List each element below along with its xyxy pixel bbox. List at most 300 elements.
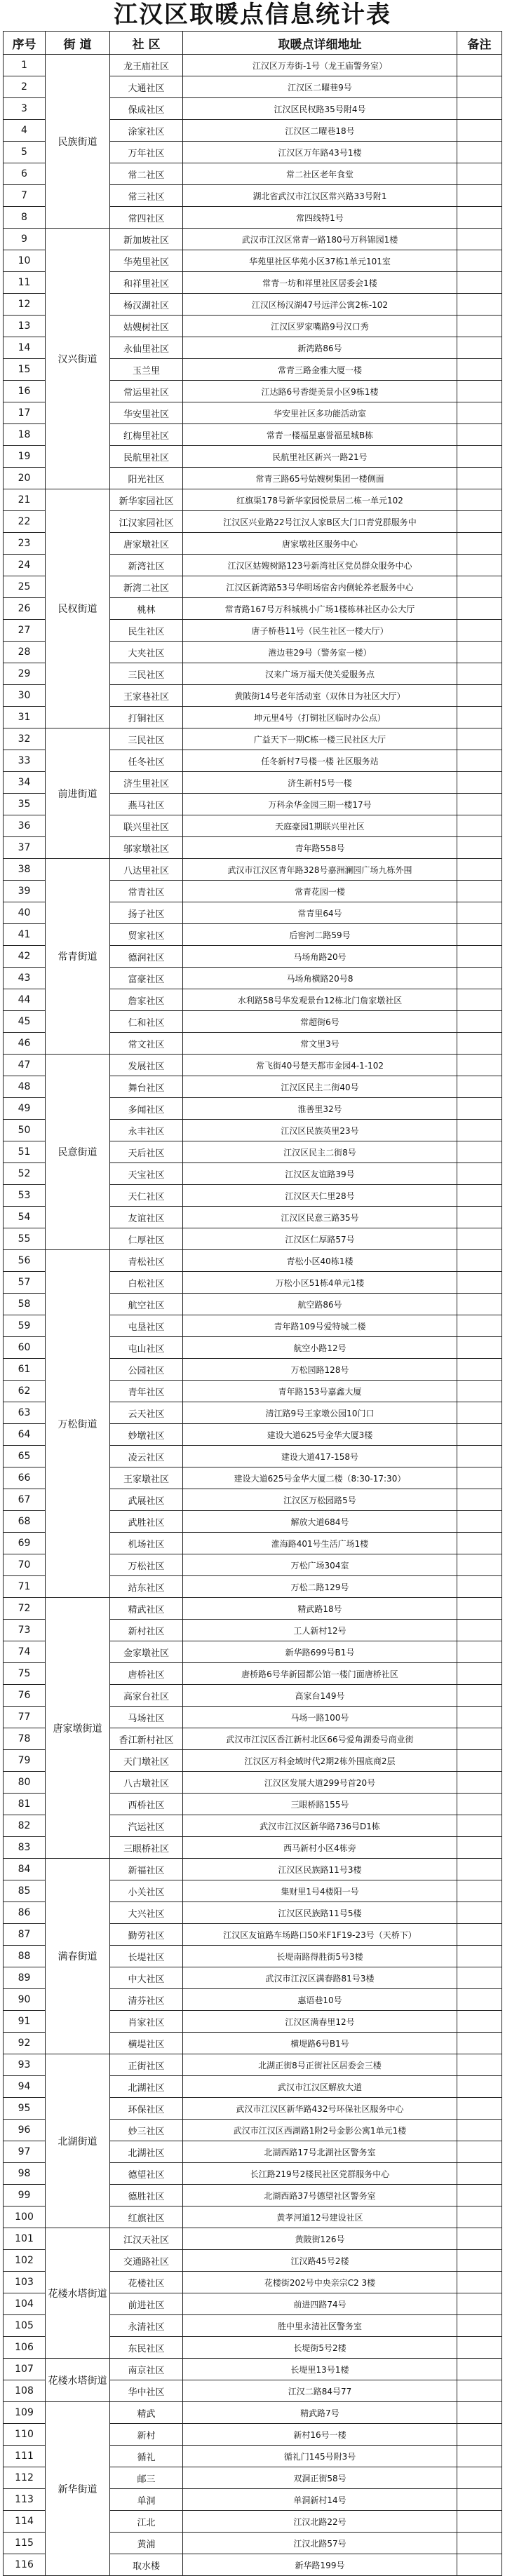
community-name: 青松社区: [110, 1250, 183, 1272]
community-name: 姑嫂树社区: [110, 316, 183, 337]
address: 新村16号一楼: [183, 2424, 457, 2446]
table-row: [4, 2228, 502, 2250]
row-index: 50: [4, 1120, 46, 1141]
remark: [457, 707, 502, 728]
remark: [457, 1859, 502, 1880]
community-name: 燕马社区: [110, 794, 183, 815]
remark: [457, 881, 502, 902]
row-index: 7: [4, 185, 46, 207]
address: 江汉区民族路11号5楼: [183, 1902, 457, 1924]
remark: [457, 533, 502, 555]
remark: [457, 424, 502, 446]
address: 武汉市江汉区常青一路180号万科锦园1楼: [183, 229, 457, 250]
address: 江汉区发展大道299号首20号: [183, 1772, 457, 1794]
community-name: 大兴社区: [110, 1902, 183, 1924]
heating-points-table: [3, 31, 502, 2576]
address: 红旗渠178号新华家园悦景居二栋一单元102: [183, 489, 457, 511]
row-index: 86: [4, 1902, 46, 1924]
row-index: 16: [4, 381, 46, 402]
row-index: 1: [4, 55, 46, 76]
address: 精武路18号: [183, 1598, 457, 1620]
community-name: 常文社区: [110, 1033, 183, 1055]
community-name: 八古墩社区: [110, 1772, 183, 1794]
community-name: 高家台社区: [110, 1685, 183, 1707]
row-index: 62: [4, 1381, 46, 1402]
address: 北湖西路37号德望社区警务室: [183, 2185, 457, 2206]
address: 清江路9号王家墩公园10门口: [183, 1402, 457, 1424]
row-index: 37: [4, 837, 46, 859]
address: 江汉区万科金域时代2期2栋外围底商2层: [183, 1750, 457, 1772]
community-name: 三民社区: [110, 728, 183, 750]
address: 江汉区民权路35号附4号: [183, 98, 457, 120]
remark: [457, 1989, 502, 2011]
row-index: 77: [4, 1707, 46, 1728]
row-index: 38: [4, 859, 46, 881]
community-name: 武展社区: [110, 1489, 183, 1511]
remark: [457, 1381, 502, 1402]
address: 惠语巷10号: [183, 1989, 457, 2011]
community-name: 西桥社区: [110, 1794, 183, 1815]
community-name: 江汉天社区: [110, 2228, 183, 2250]
row-index: 26: [4, 598, 46, 620]
address: 天庭豪园1期联兴里社区: [183, 815, 457, 837]
community-name: 华安里社区: [110, 402, 183, 424]
row-index: 108: [4, 2380, 46, 2402]
remark: [457, 1228, 502, 1250]
address: 江汉区万年路43号1楼: [183, 142, 457, 163]
row-index: 54: [4, 1207, 46, 1228]
row-index: 98: [4, 2163, 46, 2185]
community-name: 常运里社区: [110, 381, 183, 402]
remark: [457, 2120, 502, 2141]
row-index: 81: [4, 1794, 46, 1815]
row-index: 47: [4, 1055, 46, 1076]
address: 江汉区万松园路5号: [183, 1489, 457, 1511]
remark: [457, 2489, 502, 2511]
address: 青年路153号嘉鑫大厦: [183, 1381, 457, 1402]
address: 青年路109号爱特城二楼: [183, 1315, 457, 1337]
community-name: 杨汉湖社区: [110, 294, 183, 316]
remark: [457, 1424, 502, 1446]
address: 汉来广场万福天使关爱服务点: [183, 663, 457, 685]
address: 湖北省武汉市江汉区常兴路33号附1: [183, 185, 457, 207]
address: 后窖河二路59号: [183, 924, 457, 946]
row-index: 31: [4, 707, 46, 728]
address: 唐桥路6号华新园都公馆一楼门面唐桥社区: [183, 1663, 457, 1685]
address: 常青三路65号姑嫂树集团一楼侧面: [183, 468, 457, 489]
community-name: 民航里社区: [110, 446, 183, 468]
community-name: 八达里社区: [110, 859, 183, 881]
address: 常青一楼福星惠誉福星城B栋: [183, 424, 457, 446]
remark: [457, 142, 502, 163]
community-name: 任冬社区: [110, 750, 183, 772]
address: 长堤街5号2楼: [183, 2337, 457, 2359]
remark: [457, 1098, 502, 1120]
row-index: 95: [4, 2098, 46, 2120]
remark: [457, 1250, 502, 1272]
row-index: 55: [4, 1228, 46, 1250]
remark: [457, 98, 502, 120]
row-index: 13: [4, 316, 46, 337]
remark: [457, 1207, 502, 1228]
community-name: 涂家社区: [110, 120, 183, 142]
table-row: [4, 1250, 502, 1272]
community-name: 发展社区: [110, 1055, 183, 1076]
row-index: 53: [4, 1185, 46, 1207]
community-name: 联兴里社区: [110, 815, 183, 837]
remark: [457, 381, 502, 402]
remark: [457, 620, 502, 642]
community-name: 德望社区: [110, 2163, 183, 2185]
remark: [457, 772, 502, 794]
table-row: [4, 728, 502, 750]
community-name: 邬家墩社区: [110, 837, 183, 859]
remark: [457, 794, 502, 815]
remark: [457, 1554, 502, 1576]
table-row: [4, 2402, 502, 2424]
address: 江汉区新湾路53号华明场宿舍内侧轮养老服务中心: [183, 576, 457, 598]
remark: [457, 1076, 502, 1098]
community-name: 黄浦: [110, 2533, 183, 2554]
remark: [457, 1294, 502, 1315]
community-name: 取水楼: [110, 2554, 183, 2576]
address: 水利路58号华发观景台12栋北门詹家墩社区: [183, 989, 457, 1011]
community-name: 天后社区: [110, 1141, 183, 1163]
community-name: 汽运社区: [110, 1815, 183, 1837]
community-name: 长堤社区: [110, 1946, 183, 1967]
row-index: 11: [4, 272, 46, 294]
address: 长堤南路得胜街5号3楼: [183, 1946, 457, 1967]
community-name: 德润社区: [110, 946, 183, 968]
community-name: 玉兰里: [110, 359, 183, 381]
community-name: 詹家社区: [110, 989, 183, 1011]
row-index: 5: [4, 142, 46, 163]
header-community: 社 区: [110, 32, 183, 55]
address: 常青一坊和祥里社区居委会1楼: [183, 272, 457, 294]
community-name: 华苑里社区: [110, 250, 183, 272]
remark: [457, 2293, 502, 2315]
address: 华安里社区多功能活动室: [183, 402, 457, 424]
remark: [457, 1772, 502, 1794]
community-name: 马场社区: [110, 1707, 183, 1728]
remark: [457, 120, 502, 142]
remark: [457, 359, 502, 381]
table-row: [4, 2054, 502, 2076]
community-name: 交通路社区: [110, 2250, 183, 2272]
community-name: 单洞: [110, 2489, 183, 2511]
address: 常青路167号万科城桃小广场1楼栋林社区办公大厅: [183, 598, 457, 620]
address: 万松广场304室: [183, 1554, 457, 1576]
community-name: 新福社区: [110, 1859, 183, 1880]
remark: [457, 2446, 502, 2467]
address: 江汉区民主二街40号: [183, 1076, 457, 1098]
community-name: 友谊社区: [110, 1207, 183, 1228]
row-index: 49: [4, 1098, 46, 1120]
row-index: 85: [4, 1880, 46, 1902]
address: 工人新村12号: [183, 1620, 457, 1641]
community-name: 舞台社区: [110, 1076, 183, 1098]
community-name: 勤劳社区: [110, 1924, 183, 1946]
row-index: 35: [4, 794, 46, 815]
row-index: 33: [4, 750, 46, 772]
address: 武汉市江汉区新华路432号环保社区服务中心: [183, 2098, 457, 2120]
header-street: 街 道: [46, 32, 110, 55]
row-index: 52: [4, 1163, 46, 1185]
row-index: 73: [4, 1620, 46, 1641]
remark: [457, 1533, 502, 1554]
street-name: 前进街道: [46, 728, 110, 859]
community-name: 常青社区: [110, 881, 183, 902]
community-name: 青年社区: [110, 1381, 183, 1402]
remark: [457, 902, 502, 924]
community-name: 仁厚社区: [110, 1228, 183, 1250]
address: 江汉北路22号: [183, 2511, 457, 2533]
remark: [457, 1641, 502, 1663]
street-name: 满春街道: [46, 1859, 110, 2054]
remark: [457, 2076, 502, 2098]
remark: [457, 1728, 502, 1750]
remark: [457, 2533, 502, 2554]
row-index: 8: [4, 207, 46, 229]
address: 民航里社区新兴一路21号: [183, 446, 457, 468]
remark: [457, 1315, 502, 1337]
remark: [457, 2337, 502, 2359]
address: 建设大道625号金华大厦二楼（8:30-17:30）: [183, 1467, 457, 1489]
remark: [457, 2424, 502, 2446]
address: 常青花园一楼: [183, 881, 457, 902]
community-name: 仁和社区: [110, 1011, 183, 1033]
address: 常青三路金雅大厦一楼: [183, 359, 457, 381]
remark: [457, 2141, 502, 2163]
row-index: 36: [4, 815, 46, 837]
address: 武汉市江汉区西湖路1附2号金影公寓1单元1楼: [183, 2120, 457, 2141]
row-index: 56: [4, 1250, 46, 1272]
address: 常四线特1号: [183, 207, 457, 229]
community-name: 万年社区: [110, 142, 183, 163]
address: 武汉市江汉区新华路736号D1栋: [183, 1815, 457, 1837]
row-index: 93: [4, 2054, 46, 2076]
row-index: 9: [4, 229, 46, 250]
row-index: 59: [4, 1315, 46, 1337]
header-address: 取暖点详细地址: [183, 32, 457, 55]
address: 新华路199号: [183, 2554, 457, 2576]
community-name: 北湖社区: [110, 2141, 183, 2163]
row-index: 65: [4, 1446, 46, 1467]
community-name: 航空社区: [110, 1294, 183, 1315]
row-index: 103: [4, 2272, 46, 2293]
row-index: 40: [4, 902, 46, 924]
street-name: 汉兴街道: [46, 229, 110, 489]
remark: [457, 837, 502, 859]
address: 常文里3号: [183, 1033, 457, 1055]
address: 马场角横路20号8: [183, 968, 457, 989]
community-name: 北湖社区: [110, 2076, 183, 2098]
remark: [457, 598, 502, 620]
community-name: 龙王庙社区: [110, 55, 183, 76]
remark: [457, 1576, 502, 1598]
address: 华苑里社区华苑小区37栋1单元101室: [183, 250, 457, 272]
remark: [457, 1924, 502, 1946]
row-index: 106: [4, 2337, 46, 2359]
community-name: 小关社区: [110, 1880, 183, 1902]
row-index: 102: [4, 2250, 46, 2272]
remark: [457, 815, 502, 837]
remark: [457, 663, 502, 685]
address: 建设大道625号金华大厦3楼: [183, 1424, 457, 1446]
table-row: [4, 55, 502, 76]
community-name: 万松社区: [110, 1554, 183, 1576]
remark: [457, 2054, 502, 2076]
row-index: 29: [4, 663, 46, 685]
community-name: 屯山社区: [110, 1337, 183, 1359]
community-name: 富豪社区: [110, 968, 183, 989]
address: 青年路558号: [183, 837, 457, 859]
row-index: 41: [4, 924, 46, 946]
header-remark: 备注: [457, 32, 502, 55]
row-index: 24: [4, 555, 46, 576]
remark: [457, 207, 502, 229]
remark: [457, 1750, 502, 1772]
remark: [457, 1685, 502, 1707]
address: 双洞正街58号: [183, 2467, 457, 2489]
remark: [457, 2402, 502, 2424]
community-name: 天门墩社区: [110, 1750, 183, 1772]
address: 解放大道684号: [183, 1511, 457, 1533]
address: 横堤路6号B1号: [183, 2033, 457, 2054]
address: 航空小路12号: [183, 1337, 457, 1359]
community-name: 华中社区: [110, 2380, 183, 2402]
remark: [457, 229, 502, 250]
address: 江汉区杨汉湖47号远洋公寓2栋-102: [183, 294, 457, 316]
remark: [457, 2228, 502, 2250]
address: 江汉区二曜巷18号: [183, 120, 457, 142]
remark: [457, 2185, 502, 2206]
row-index: 3: [4, 98, 46, 120]
address: 常青里64号: [183, 902, 457, 924]
community-name: 打铜社区: [110, 707, 183, 728]
row-index: 17: [4, 402, 46, 424]
table-row: [4, 1598, 502, 1620]
row-index: 79: [4, 1750, 46, 1772]
row-index: 90: [4, 1989, 46, 2011]
community-name: 花楼社区: [110, 2272, 183, 2293]
table-row: [4, 1859, 502, 1880]
community-name: 大通社区: [110, 76, 183, 98]
address: 江汉区民族英里23号: [183, 1120, 457, 1141]
row-index: 114: [4, 2511, 46, 2533]
row-index: 74: [4, 1641, 46, 1663]
row-index: 28: [4, 642, 46, 663]
address: 花楼街202号中央亲宗C2 3楼: [183, 2272, 457, 2293]
remark: [457, 1120, 502, 1141]
row-index: 80: [4, 1772, 46, 1794]
row-index: 71: [4, 1576, 46, 1598]
remark: [457, 1880, 502, 1902]
street-name: 花楼水塔街道: [46, 2359, 110, 2402]
remark: [457, 1946, 502, 1967]
remark: [457, 1815, 502, 1837]
address: 青松小区40栋1楼: [183, 1250, 457, 1272]
address: 江汉区姑嫂树路123号新湾社区党员群众服务中心: [183, 555, 457, 576]
remark: [457, 1902, 502, 1924]
community-name: 正街社区: [110, 2054, 183, 2076]
community-name: 环保社区: [110, 2098, 183, 2120]
community-name: 新湾社区: [110, 555, 183, 576]
row-index: 109: [4, 2402, 46, 2424]
row-index: 51: [4, 1141, 46, 1163]
row-index: 104: [4, 2293, 46, 2315]
community-name: 天宝社区: [110, 1163, 183, 1185]
remark: [457, 1489, 502, 1511]
row-index: 19: [4, 446, 46, 468]
community-name: 扬子社区: [110, 902, 183, 924]
community-name: 大夹社区: [110, 642, 183, 663]
remark: [457, 555, 502, 576]
address: 长江路219号2楼民社区党群服务中心: [183, 2163, 457, 2185]
row-index: 78: [4, 1728, 46, 1750]
row-index: 25: [4, 576, 46, 598]
community-name: 贸家社区: [110, 924, 183, 946]
address: 江汉路45号2楼: [183, 2250, 457, 2272]
community-name: 德胜社区: [110, 2185, 183, 2206]
row-index: 63: [4, 1402, 46, 1424]
remark: [457, 446, 502, 468]
remark: [457, 1511, 502, 1533]
row-index: 45: [4, 1011, 46, 1033]
row-index: 101: [4, 2228, 46, 2250]
address: 江汉北路57号: [183, 2533, 457, 2554]
row-index: 88: [4, 1946, 46, 1967]
community-name: 济生里社区: [110, 772, 183, 794]
row-index: 107: [4, 2359, 46, 2380]
address: 航空路86号: [183, 1294, 457, 1315]
row-index: 39: [4, 881, 46, 902]
community-name: 新湾二社区: [110, 576, 183, 598]
row-index: 22: [4, 511, 46, 533]
community-name: 新村: [110, 2424, 183, 2446]
address: 江汉区民意三路35号: [183, 1207, 457, 1228]
row-index: 116: [4, 2554, 46, 2576]
address: 胜中里永清社区警务室: [183, 2315, 457, 2337]
remark: [457, 185, 502, 207]
address: 江汉区罗家嘴路9号汉口秀: [183, 316, 457, 337]
address: 三眼桥路155号: [183, 1794, 457, 1815]
row-index: 112: [4, 2467, 46, 2489]
address: 江汉区民族路11号3楼: [183, 1859, 457, 1880]
row-index: 30: [4, 685, 46, 707]
remark: [457, 946, 502, 968]
row-index: 82: [4, 1815, 46, 1837]
table-row: [4, 489, 502, 511]
community-name: 江北: [110, 2511, 183, 2533]
row-index: 75: [4, 1663, 46, 1685]
row-index: 105: [4, 2315, 46, 2337]
community-name: 永清社区: [110, 2315, 183, 2337]
community-name: 南京社区: [110, 2359, 183, 2380]
community-name: 多闻社区: [110, 1098, 183, 1120]
row-index: 100: [4, 2206, 46, 2228]
remark: [457, 2098, 502, 2120]
row-index: 83: [4, 1837, 46, 1859]
address: 济生新村5号一楼: [183, 772, 457, 794]
community-name: 常二社区: [110, 163, 183, 185]
remark: [457, 402, 502, 424]
remark: [457, 294, 502, 316]
address: 坤元里4号（打铜社区临时办公点）: [183, 707, 457, 728]
community-name: 前进社区: [110, 2293, 183, 2315]
community-name: 邮三: [110, 2467, 183, 2489]
community-name: 江汉家园社区: [110, 511, 183, 533]
